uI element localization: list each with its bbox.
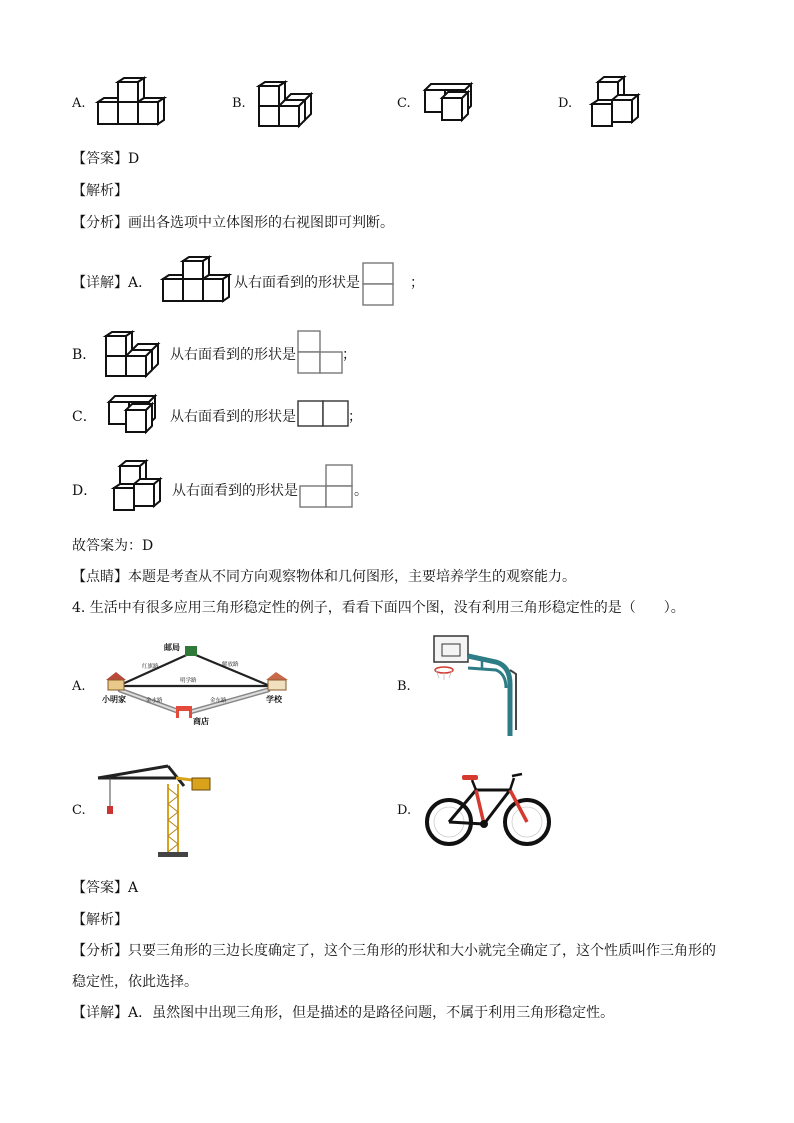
q4-option-c-label: C. xyxy=(72,803,86,818)
map-school-label: 学校 xyxy=(266,695,282,704)
detail-a-from-right: 从右面看到的形状是 xyxy=(234,275,360,291)
q4-option-b-label: B. xyxy=(397,679,411,694)
detail-c-label: C． xyxy=(72,409,97,425)
q4-option-a-label: A. xyxy=(72,679,86,694)
q4-answer: 【答案】A xyxy=(72,880,139,896)
map-road3-label: 明学路 xyxy=(180,678,197,684)
q4-map-image xyxy=(98,640,298,730)
detail-d-cubes xyxy=(112,460,172,514)
option-d-cubes xyxy=(590,76,650,130)
q3-detail-a-prefix: 【详解】A． xyxy=(72,275,153,291)
map-road1-label: 红旗路 xyxy=(142,664,159,670)
detail-d-sep: 。 xyxy=(354,483,368,499)
option-a-cubes xyxy=(97,78,167,128)
detail-a-sep: ； xyxy=(410,275,424,291)
detail-b-view xyxy=(297,330,343,374)
option-d-label: D. xyxy=(558,96,573,111)
detail-b-cubes xyxy=(105,330,165,380)
q4-hoop-image xyxy=(426,634,526,738)
map-home-label: 小明家 xyxy=(102,695,126,704)
q4-bike-image xyxy=(424,770,552,848)
detail-a-view xyxy=(362,262,394,306)
q3-dianjing: 【点睛】本题是考查从不同方向观察物体和几何图形，主要培养学生的观察能力。 xyxy=(72,569,576,585)
map-road5-label: 金东路 xyxy=(210,698,227,704)
detail-d-view xyxy=(299,464,353,508)
option-c-label: C. xyxy=(397,96,411,111)
detail-b-label: B． xyxy=(72,347,97,363)
option-b-label: B. xyxy=(232,96,246,111)
q4-option-d-label: D. xyxy=(397,803,412,818)
map-road2-label: 解放路 xyxy=(222,662,239,668)
option-a-label: A. xyxy=(72,96,86,111)
detail-c-view xyxy=(297,400,349,427)
map-post-label: 邮局 xyxy=(164,643,180,652)
q3-fenxi: 【分析】画出各选项中立体图形的右视图即可判断。 xyxy=(72,215,394,231)
detail-d-label: D． xyxy=(72,483,98,499)
q3-answer: 【答案】D xyxy=(72,151,140,167)
option-b-cubes xyxy=(258,80,318,130)
q4-crane-image xyxy=(96,764,218,860)
detail-b-sep: ； xyxy=(342,347,356,363)
detail-a-cubes xyxy=(162,257,232,305)
detail-b-from-right: 从右面看到的形状是 xyxy=(170,347,296,363)
option-c-cubes xyxy=(424,82,484,124)
map-road4-label: 金水路 xyxy=(146,698,163,704)
q4-stem: 4. 生活中有很多应用三角形稳定性的例子，看看下面四个图，没有利用三角形稳定性的是（ ）。 xyxy=(72,600,685,616)
q4-detail: 【详解】A．虽然图中出现三角形，但是描述的是路径问题，不属于利用三角形稳定性。 xyxy=(72,1005,615,1021)
q4-fenxi-1: 【分析】只要三角形的三边长度确定了，这个三角形的形状和大小就完全确定了，这个性质叫作三角形的 xyxy=(72,943,716,959)
detail-c-from-right: 从右面看到的形状是 xyxy=(170,409,296,425)
q4-jiexi: 【解析】 xyxy=(72,912,128,928)
q3-jiexi: 【解析】 xyxy=(72,183,128,199)
map-shop-label: 商店 xyxy=(193,717,209,726)
q4-fenxi-2: 稳定性，依此选择。 xyxy=(72,974,198,990)
detail-d-from-right: 从右面看到的形状是 xyxy=(172,483,298,499)
detail-c-cubes xyxy=(108,394,168,436)
detail-c-sep: ； xyxy=(348,409,362,425)
q3-conclusion: 故答案为：D xyxy=(72,538,154,554)
